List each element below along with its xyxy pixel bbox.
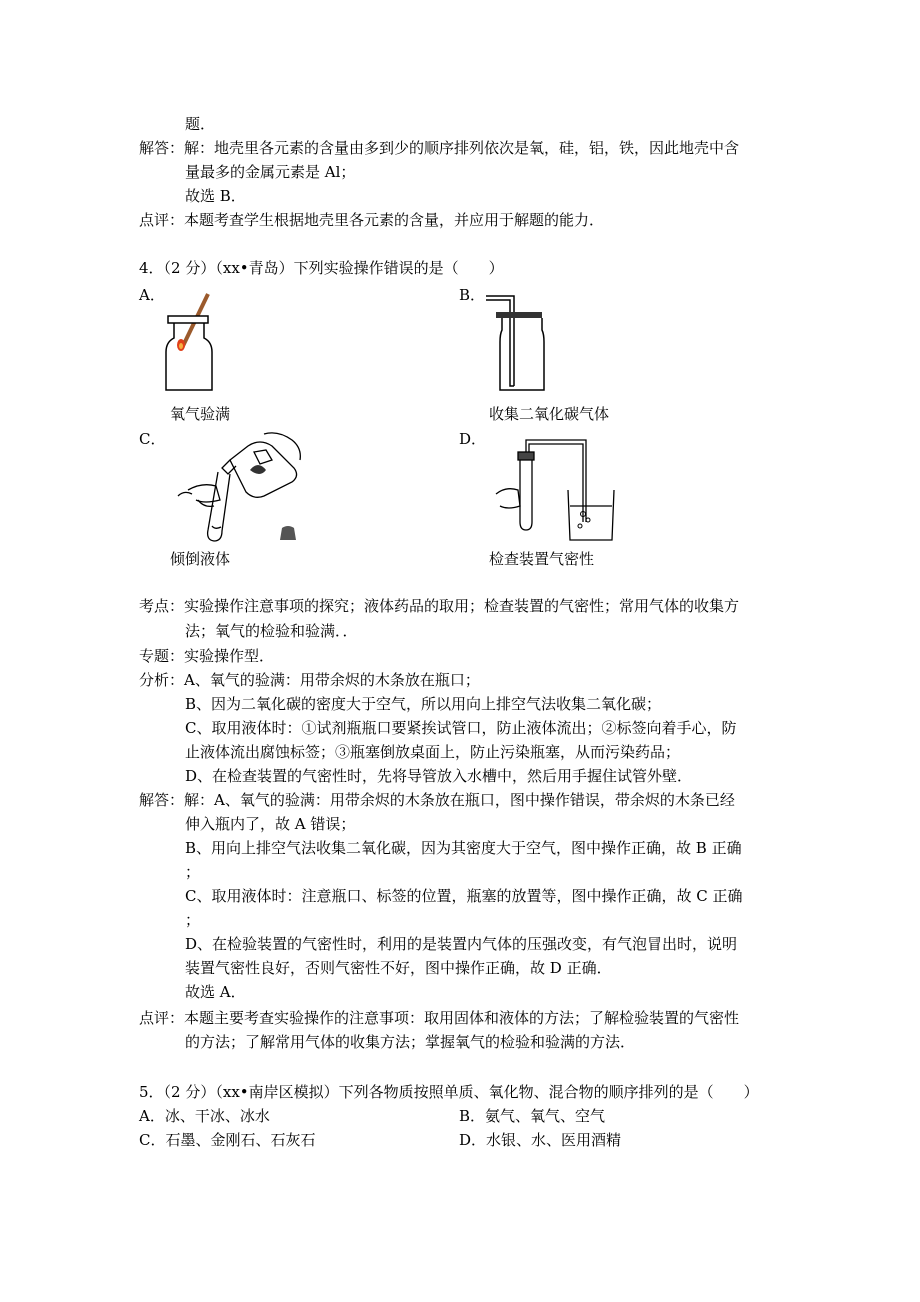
q4-zhuanti: 专题：实验操作型．	[139, 647, 275, 665]
q4-kaodian: 考点：实验操作注意事项的探究；液体药品的取用；检查装置的气密性；常用气体的收集方	[139, 597, 740, 615]
q4-fenxi-line: 止液体流出腐蚀标签；③瓶塞倒放桌面上，防止污染瓶塞，从而污染药品；	[185, 743, 681, 761]
q4-jieda-line: ；	[185, 911, 201, 929]
q4-fenxi-line: 分析：A、氧气的验满：用带余烬的木条放在瓶口；	[139, 671, 480, 689]
q4-jieda-line: 故选 A．	[185, 983, 246, 1001]
q4-jieda-line: 解答：解：A、氧气的验满：用带余烬的木条放在瓶口，图中操作错误，带余烬的木条已经	[139, 791, 735, 809]
q4-jieda-line: B、用向上排空气法收集二氧化碳，因为其密度大于空气，图中操作正确，故 B 正确	[185, 839, 742, 857]
q4-option-caption-b: 收集二氧化碳气体	[489, 405, 610, 423]
q4-option-caption-c: 倾倒液体	[170, 550, 231, 568]
q3-comment: 点评：本题考查学生根据地壳里各元素的含量，并应用于解题的能力．	[139, 211, 605, 229]
q3-answer-choice: 故选 B．	[185, 187, 246, 205]
q4-jieda-line: D、在检验装置的气密性时，利用的是装置内气体的压强改变，有气泡冒出时，说明	[185, 935, 738, 953]
q3-answer-line: 量最多的金属元素是 Al；	[185, 163, 356, 181]
q4-jieda-line: ；	[185, 863, 201, 881]
q4-kaodian: 法；氧气的检验和验满．．	[185, 622, 358, 640]
q4-fenxi-line: D、在检查装置的气密性时，先将导管放入水槽中，然后用手握住试管外壁．	[185, 767, 693, 785]
q4-stem: 4．（2 分）（xx•青岛）下列实验操作错误的是（ ）	[139, 259, 504, 277]
q4-jieda-line: 伸入瓶内了，故 A 错误；	[185, 815, 356, 833]
q5-stem: 5．（2 分）（xx•南岸区模拟）下列各物质按照单质、氧化物、混合物的顺序排列的是（ ）	[139, 1083, 759, 1101]
gas-collection-bottle-icon	[486, 290, 556, 396]
q4-jieda-line: C、取用液体时：注意瓶口、标签的位置，瓶塞的放置等，图中操作正确，故 C 正确	[185, 887, 743, 905]
q5-option-b: B．氨气、氧气、空气	[459, 1107, 606, 1125]
q4-option-caption-d: 检查装置气密性	[489, 550, 595, 568]
bottle-wood-splint-icon	[160, 290, 230, 396]
airtightness-check-icon	[490, 436, 620, 546]
q3-answer-line: 解答：解：地壳里各元素的含量由多到少的顺序排列依次是氧，硅，铝，铁，因此地壳中含	[139, 139, 740, 157]
pouring-liquid-icon	[168, 430, 318, 548]
q4-jieda-line: 装置气密性良好，否则气密性不好，图中操作正确，故 D 正确．	[185, 959, 612, 977]
q4-option-letter-d: D．	[459, 430, 487, 448]
q4-option-letter-b: B．	[459, 286, 486, 304]
q5-option-c: C．石墨、金刚石、石灰石	[139, 1131, 316, 1149]
q5-option-d: D．水银、水、医用酒精	[459, 1131, 622, 1149]
q4-fenxi-line: B、因为二氧化碳的密度大于空气，所以用向上排空气法收集二氧化碳；	[185, 695, 662, 713]
q4-option-caption-a: 氧气验满	[170, 405, 231, 423]
q4-dianping: 点评：本题主要考查实验操作的注意事项：取用固体和液体的方法；了解检验装置的气密性	[139, 1009, 740, 1027]
q4-dianping: 的方法；了解常用气体的收集方法；掌握氧气的检验和验满的方法．	[185, 1033, 636, 1051]
q5-option-a: A．冰、干冰、冰水	[139, 1107, 270, 1125]
q4-option-letter-a: A．	[139, 286, 165, 304]
q4-option-letter-c: C．	[139, 430, 166, 448]
q3-continuation: 题．	[185, 115, 216, 133]
q4-fenxi-line: C、取用液体时：①试剂瓶瓶口要紧挨试管口，防止液体流出；②标签向着手心，防	[185, 719, 737, 737]
